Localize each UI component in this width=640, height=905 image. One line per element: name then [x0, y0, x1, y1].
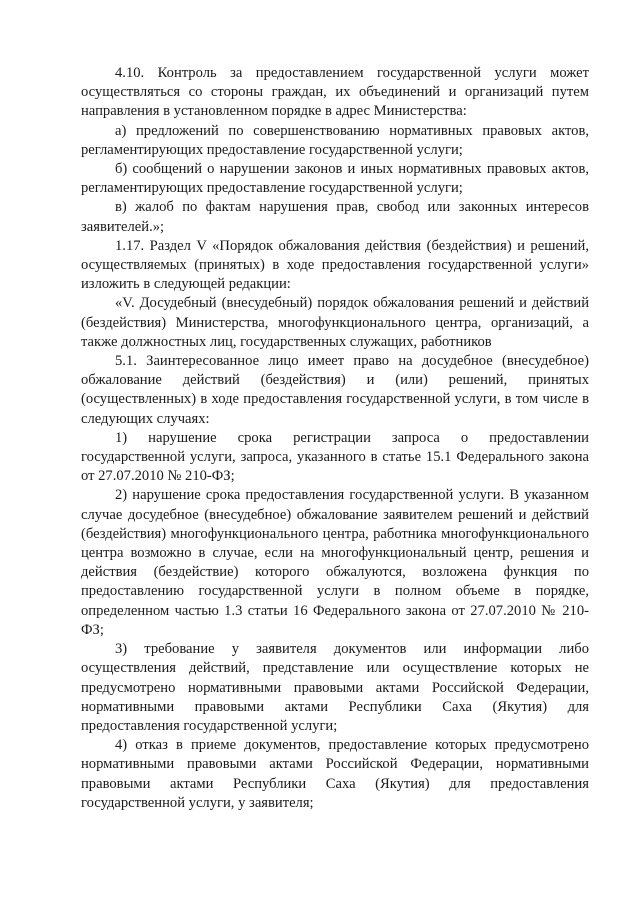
list-item-2: 2) нарушение срока предоставления государственной услуги. В указанном случае досудебное (внесудебное) обжалование заявителем решений и действий (бездействия) многофункционального центра, работника многофункционального центра возможно в случае, если на многофункциональный центр, решения и действия (бездействие) которого обжалуются, возложена функция по предоставлению государственной услуги в полном объеме в порядке, определенном частью 1.3 статьи 16 Федерального закона от 27.07.2010 № 210-ФЗ;	[81, 487, 589, 638]
section-v-heading: «V. Досудебный (внесудебный) порядок обжалования решений и действий (бездействия) Министерства, многофункционального центра, организаций, а также должностных лиц, государственных служащих, работников	[81, 295, 589, 350]
list-item-4: 4) отказ в приеме документов, предоставление которых предусмотрено нормативными правовыми актами Российской Федерации, нормативными правовыми актами Республики Саха (Якутия) для предоставления государственной услуги, у заявителя;	[81, 737, 589, 811]
list-item-1: 1) нарушение срока регистрации запроса о предоставлении государственной услуги, запроса, указанного в статье 15.1 Федерального закона от 27.07.2010 № 210-ФЗ;	[81, 429, 589, 485]
paragraph-4-10: 4.10. Контроль за предоставлением государственной услуги может осуществляться со стороны граждан, их объединений и организаций путем направления в установленном порядке в адрес Министерства:	[81, 65, 589, 120]
list-item-3: 3) требование у заявителя документов или информации либо осуществления действий, представление или осуществление которых не предусмотрено нормативными правовыми актами Российской Федерации, нормативными правовыми актами Республики Саха (Якутия) для предоставления государственной услуги;	[81, 641, 589, 734]
paragraph-item-v: в) жалоб по фактам нарушения прав, свобод или законных интересов заявителей.»;	[81, 199, 589, 235]
document-body	[81, 64, 589, 813]
paragraph-item-b: б) сообщений о нарушении законов и иных нормативных правовых актов, регламентирующих предоставление государственной услуги;	[81, 161, 589, 197]
paragraph-1-17: 1.17. Раздел V «Порядок обжалования действия (бездействия) и решений, осуществляемых (принятых) в ходе предоставления государственной услуги» изложить в следующей редакции:	[81, 237, 589, 293]
paragraph-5-1: 5.1. Заинтересованное лицо имеет право на досудебное (внесудебное) обжалование действий (бездействия) и (или) решений, принятых (осуществленных) в ходе предоставления государственной услуги, в том числе в следующих случаях:	[81, 353, 589, 427]
paragraph-item-a: а) предложений по совершенствованию нормативных правовых актов, регламентирующих предоставление государственной услуги;	[81, 122, 589, 158]
